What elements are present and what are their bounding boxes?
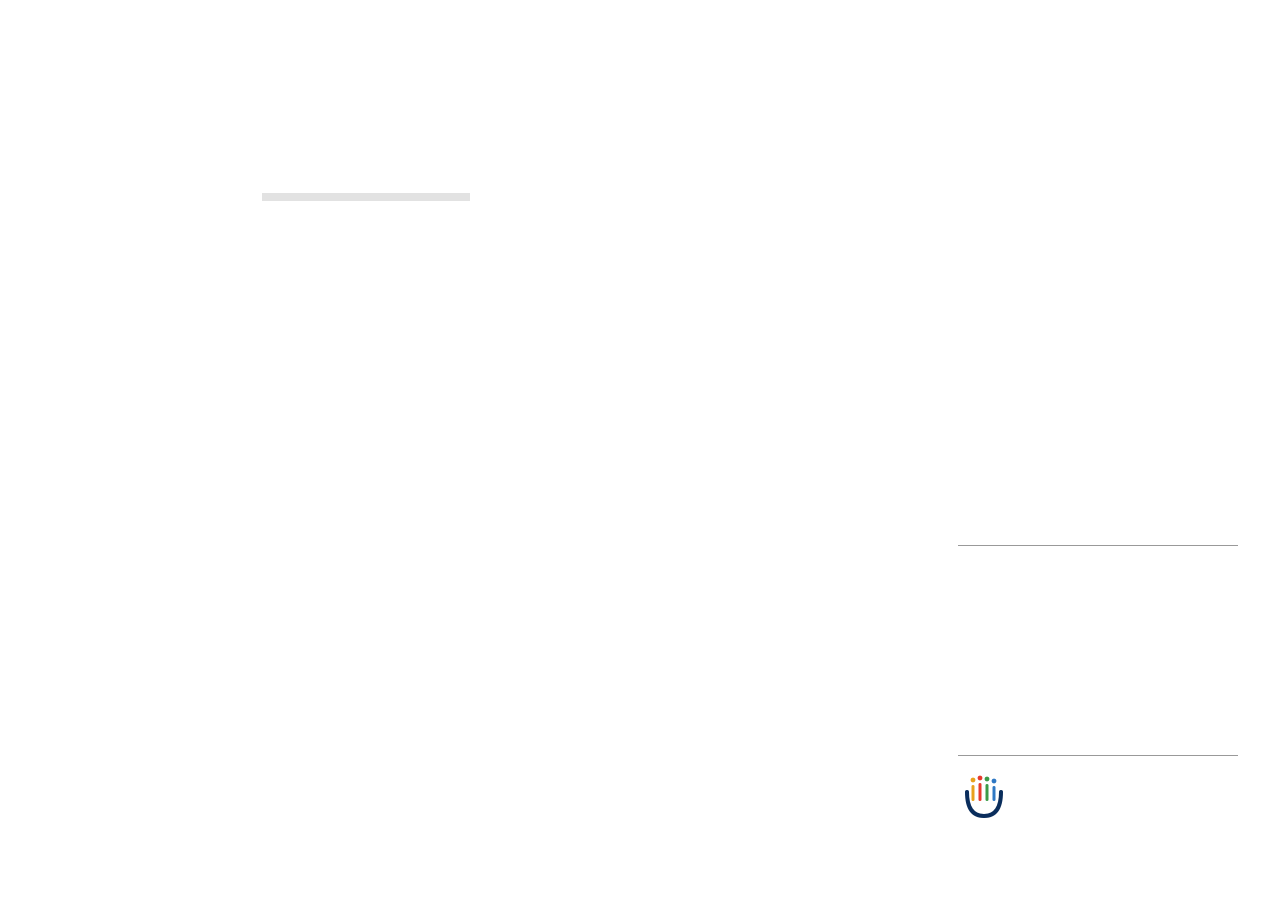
infotainment-heading xyxy=(262,193,470,201)
purchase-divider xyxy=(958,545,1238,546)
promise-together-logo xyxy=(964,774,1004,822)
qr-code[interactable] xyxy=(968,386,1066,484)
infotainment-section xyxy=(262,193,470,206)
purchase-divider-bottom xyxy=(958,755,1238,756)
